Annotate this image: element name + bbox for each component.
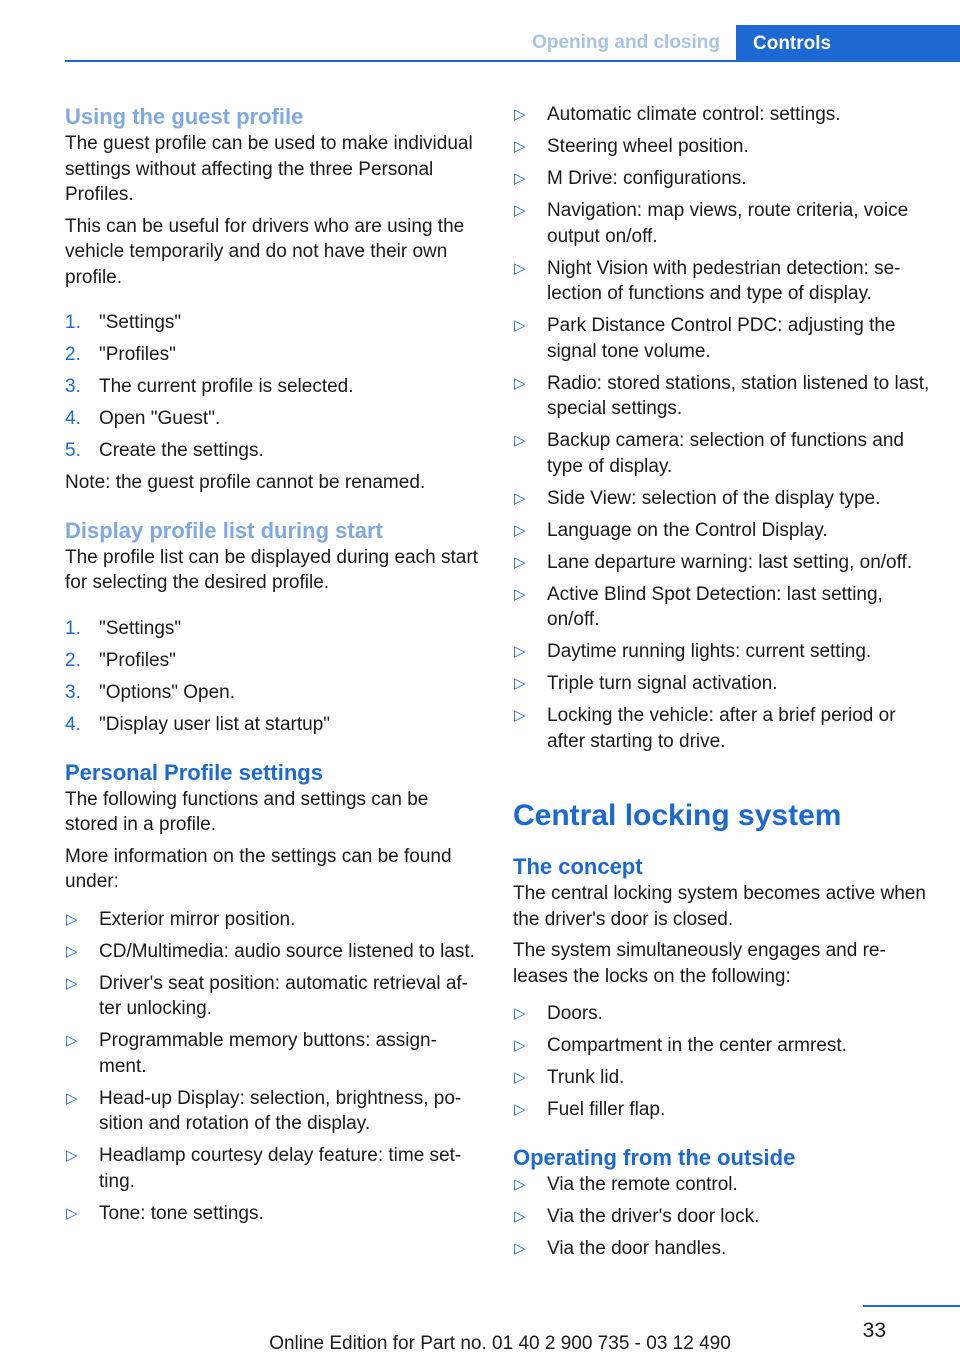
- list-item-text: M Drive: configurations.: [547, 168, 747, 189]
- list-item: [513, 313, 933, 364]
- personal-settings-list-continued: [513, 102, 933, 754]
- list-item-text: "Profiles": [99, 649, 176, 671]
- list-item-text: Head-up Display: selection, brightness, po‐sition and rotation of the display.: [99, 1087, 462, 1134]
- list-item-text: The current profile is selected.: [99, 376, 354, 397]
- header-section-title: Opening and closing: [532, 32, 720, 53]
- list-item-text: Trunk lid.: [547, 1067, 625, 1088]
- bullet-triangle-icon: ▷: [514, 317, 526, 334]
- list-item: [65, 406, 483, 432]
- bullet-triangle-icon: ▷: [514, 259, 526, 277]
- concept-paragraph-1: The central locking system becomes active when the driver's door is closed.: [513, 883, 926, 930]
- bullet-triangle-icon: ▷: [514, 170, 526, 187]
- list-item: [65, 1201, 483, 1227]
- list-item: [513, 1001, 933, 1027]
- list-item: [513, 486, 933, 512]
- list-item: [513, 1033, 933, 1059]
- bullet-triangle-icon: ▷: [514, 138, 526, 155]
- header-rule: [65, 60, 960, 62]
- left-column: [65, 102, 483, 1233]
- list-item-text: Side View: selection of the display type.: [547, 487, 881, 509]
- list-item: [513, 1204, 933, 1230]
- list-item: [513, 371, 933, 422]
- list-item: [513, 1172, 933, 1198]
- bullet-triangle-icon: ▷: [66, 910, 78, 928]
- bullet-triangle-icon: ▷: [514, 489, 526, 507]
- list-item-text: CD/Multimedia: audio source listened to last.: [99, 940, 475, 962]
- bullet-triangle-icon: ▷: [514, 707, 526, 724]
- header-chapter-tab: Controls: [736, 25, 960, 62]
- list-item: [65, 616, 483, 642]
- step-number: 2.: [65, 344, 81, 365]
- list-item-text: Daytime running lights: current setting.: [547, 641, 872, 662]
- list-item: [513, 1236, 933, 1262]
- guest-profile-paragraph-2: This can be useful for drivers who are using the vehicle temporarily and do not have their own profile.: [65, 215, 465, 288]
- list-item-text: Lane departure warning: last setting, on/off.: [547, 551, 913, 573]
- list-item: [65, 907, 483, 933]
- list-item-text: Park Distance Control PDC: adjusting the signal tone volume.: [547, 315, 896, 362]
- list-item-text: Headlamp courtesy delay feature: time set‐ting.: [99, 1145, 462, 1192]
- list-item-text: Active Blind Spot Detection: last setting, on/off.: [547, 583, 883, 630]
- list-item-text: Create the settings.: [99, 440, 264, 461]
- right-column: [513, 102, 933, 1268]
- step-number: 3.: [65, 681, 81, 703]
- bullet-triangle-icon: ▷: [514, 1069, 526, 1086]
- list-item-text: Language on the Control Display.: [547, 519, 828, 541]
- list-item: [65, 342, 483, 368]
- list-item: [65, 438, 483, 464]
- list-item-text: Via the driver's door lock.: [547, 1206, 760, 1227]
- list-item-text: Navigation: map views, route criteria, voice output on/off.: [547, 200, 909, 247]
- list-item: [513, 102, 933, 128]
- list-item-text: "Options" Open.: [99, 681, 236, 703]
- guest-profile-heading: Using the guest profile: [65, 104, 304, 129]
- operating-outside-heading: Operating from the outside: [513, 1145, 796, 1170]
- concept-paragraph-2: The system simultaneously engages and re‐leases the locks on the following:: [513, 940, 886, 987]
- concept-list: [513, 1001, 933, 1123]
- list-item-text: "Display user list at startup": [99, 713, 331, 735]
- list-item: [65, 680, 483, 706]
- step-number: 3.: [65, 376, 81, 397]
- guest-profile-paragraph-1: The guest profile can be used to make individual settings without affecting the three Personal Profiles.: [65, 133, 473, 205]
- list-item-text: "Profiles": [99, 344, 176, 365]
- operating-outside-list: [513, 1172, 933, 1262]
- list-item: [513, 703, 933, 754]
- bullet-triangle-icon: ▷: [514, 374, 526, 392]
- step-number: 5.: [65, 440, 81, 461]
- bullet-triangle-icon: ▷: [66, 1032, 78, 1049]
- page-number-rule: [863, 1305, 960, 1307]
- bullet-triangle-icon: ▷: [514, 1240, 526, 1257]
- display-profile-steps: [65, 616, 483, 738]
- bullet-triangle-icon: ▷: [514, 585, 526, 603]
- guest-profile-note: Note: the guest profile cannot be renamed.: [65, 472, 426, 493]
- list-item-text: Automatic climate control: settings.: [547, 104, 841, 125]
- list-item: [65, 310, 483, 336]
- bullet-triangle-icon: ▷: [66, 1204, 78, 1222]
- list-item-text: "Settings": [99, 617, 182, 639]
- page-number: 33: [862, 1319, 886, 1342]
- list-item-text: Night Vision with pedestrian detection: se‐lection of functions and type of display.: [547, 257, 901, 304]
- list-item: [513, 198, 933, 249]
- display-profile-paragraph: The profile list can be displayed during each start for selecting the desired profile.: [65, 546, 478, 593]
- list-item: [65, 712, 483, 738]
- bullet-triangle-icon: ▷: [66, 1089, 78, 1107]
- list-item-text: Driver's seat position: automatic retrieval af‐ter unlocking.: [99, 972, 468, 1019]
- list-item: [513, 256, 933, 307]
- list-item: [513, 428, 933, 479]
- bullet-triangle-icon: ▷: [514, 643, 526, 660]
- concept-heading: The concept: [513, 854, 643, 879]
- step-number: 4.: [65, 713, 81, 735]
- bullet-triangle-icon: ▷: [514, 1005, 526, 1022]
- bullet-triangle-icon: ▷: [66, 974, 78, 992]
- bullet-triangle-icon: ▷: [514, 521, 526, 539]
- list-item: [65, 939, 483, 965]
- personal-settings-heading: Personal Profile settings: [65, 759, 323, 785]
- list-item: [65, 648, 483, 674]
- page-header: [0, 25, 960, 62]
- list-item-text: "Settings": [99, 312, 182, 333]
- bullet-triangle-icon: ▷: [514, 1037, 526, 1054]
- bullet-triangle-icon: ▷: [514, 432, 526, 449]
- step-number: 1.: [65, 617, 81, 639]
- list-item: [513, 582, 933, 633]
- bullet-triangle-icon: ▷: [514, 1176, 526, 1193]
- list-item-text: Fuel filler flap.: [547, 1099, 666, 1120]
- list-item: [65, 1028, 483, 1079]
- bullet-triangle-icon: ▷: [514, 202, 526, 219]
- step-number: 4.: [65, 408, 81, 429]
- list-item-text: Compartment in the center armrest.: [547, 1035, 847, 1056]
- list-item-text: Tone: tone settings.: [99, 1202, 264, 1224]
- list-item-text: Programmable memory buttons: assign‐ment.: [99, 1030, 437, 1077]
- bullet-triangle-icon: ▷: [514, 1208, 526, 1225]
- list-item: [65, 1143, 483, 1194]
- list-item-text: Doors.: [547, 1003, 603, 1024]
- list-item: [65, 374, 483, 400]
- footer-edition: Online Edition for Part no. 01 40 2 900 735 - 03 12 490: [269, 1333, 731, 1354]
- list-item: [513, 518, 933, 544]
- list-item-text: Open "Guest".: [99, 408, 221, 429]
- list-item-text: Via the remote control.: [547, 1174, 738, 1195]
- list-item-text: Locking the vehicle: after a brief period or after starting to drive.: [547, 705, 896, 752]
- list-item: [65, 971, 483, 1022]
- bullet-triangle-icon: ▷: [514, 675, 526, 692]
- personal-settings-paragraph-2: More information on the settings can be found under:: [65, 845, 452, 892]
- bullet-triangle-icon: ▷: [514, 106, 526, 123]
- central-locking-heading: Central locking system: [513, 799, 842, 832]
- bullet-triangle-icon: ▷: [66, 1147, 78, 1164]
- list-item: [513, 671, 933, 697]
- list-item: [513, 550, 933, 576]
- display-profile-heading: Display profile list during start: [65, 517, 383, 543]
- personal-settings-list: [65, 907, 483, 1227]
- list-item: [513, 639, 933, 665]
- guest-profile-steps: [65, 310, 483, 464]
- list-item: [513, 134, 933, 160]
- step-number: 1.: [65, 312, 81, 333]
- bullet-triangle-icon: ▷: [514, 1101, 526, 1118]
- list-item-text: Steering wheel position.: [547, 136, 749, 157]
- list-item: [513, 1097, 933, 1123]
- list-item-text: Backup camera: selection of functions and type of display.: [547, 430, 904, 477]
- list-item: [513, 1065, 933, 1091]
- list-item: [513, 166, 933, 192]
- step-number: 2.: [65, 649, 81, 671]
- personal-settings-paragraph-1: The following functions and settings can be stored in a profile.: [65, 788, 429, 835]
- list-item-text: Triple turn signal activation.: [547, 673, 778, 694]
- bullet-triangle-icon: ▷: [514, 553, 526, 571]
- list-item-text: Exterior mirror position.: [99, 908, 296, 930]
- list-item: [65, 1086, 483, 1137]
- list-item-text: Radio: stored stations, station listened to last, special settings.: [547, 372, 930, 419]
- bullet-triangle-icon: ▷: [66, 942, 78, 960]
- list-item-text: Via the door handles.: [547, 1238, 727, 1259]
